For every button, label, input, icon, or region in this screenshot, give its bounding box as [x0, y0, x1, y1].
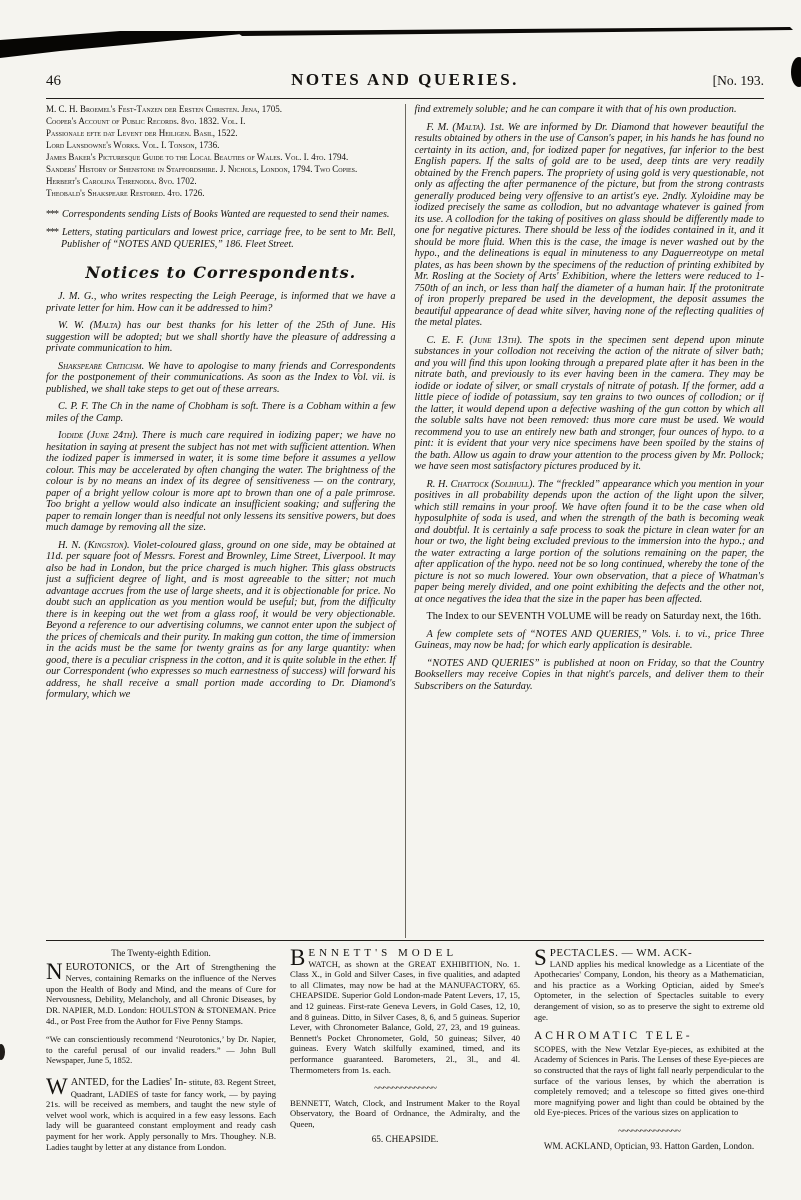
notice-item	[46, 361, 396, 396]
page-content	[46, 70, 764, 1161]
notice-text: who writes respecting the Leigh Peerage, is informed that we have a private letter for him. How can it be addressed to him?	[46, 291, 396, 314]
correspondent-name: F. M. (Malta).	[426, 121, 487, 133]
dropcap-initial: W	[46, 1073, 68, 1099]
notice-text: find extremely soluble; and he can compare it with that of his own production.	[414, 104, 737, 115]
squiggle-divider: ~~~~~~~~~~~~~~	[618, 1126, 680, 1137]
ad-headline: ACHROMATIC TELE-	[534, 1030, 693, 1043]
left-column	[46, 104, 405, 938]
neurotonics-ad	[46, 958, 276, 1027]
ad-column-1	[46, 948, 276, 1161]
page-number: 46	[46, 73, 61, 89]
correspondents-note	[46, 209, 396, 220]
notice-item	[46, 430, 396, 534]
notice-item	[415, 122, 765, 329]
ad-body-text: WATCH, as shown at the GREAT EXHIBITION, No. 1. Class X., in Gold and Silver Cases, in five qualities, and adapted to all Climates, may now be had at the MANUFACTORY, 65. CHEAPSIDE. Superior Gold London-made Patent Levers, 17, 15, and 12 guineas. First-rate Geneva Levers, in Gold Cases, 12, 10, and 8 guineas. Ditto, in Silver Cases, 8, 6, and 5 guineas. Superior Lever, with Chronometer Balance, Gold, 27, 23, and 19 guineas. Bennett's Pocket Chronometer, Gold, 50 guineas; Silver, 40 guineas. Every Watch skilfully examined, timed, and its performance guaranteed. Barometers, 2l., 3l., and 4l. Thermometers from 1s. each.	[290, 958, 520, 1075]
masthead	[46, 70, 764, 90]
ad-headline: ENNETT'S MODEL	[308, 947, 458, 959]
correspondent-name: J. M. G.,	[58, 291, 97, 303]
notice-item	[415, 479, 765, 606]
neurotonics-testimonial: “We can conscientiously recommend ‘Neurotonics,’ by Dr. Napier, to the careful perusal of our invalid readers.” — John Bull Newspaper, June 5, 1852.	[46, 1035, 276, 1066]
journal-title: NOTES AND QUERIES.	[291, 70, 519, 89]
ad-headline: PECTACLES. — WM. ACK-	[549, 947, 693, 959]
ad-body-text: Strengthening the Nerves, containing Remarks on the influence of the Nerves upon the Health of Body and Mind, and the means of Cure for Nervousness, Debility, Melancholy, and all Chronic Diseases, by DR. NAPIER, M.D. London: HOULSTON & STONEMAN. Price 4d., or Post Free from the Author for Five Penny Stamps.	[46, 961, 276, 1026]
edition-heading: The Twenty-eighth Edition.	[111, 948, 211, 958]
correspondent-name: W. W. (Malta)	[58, 320, 121, 332]
notice-text: We have to apologise to many friends and Correspondents for the postponement of their communications. As soon as the Index to Vol. vii. is published, we shall take steps to get out of these arrears.	[46, 360, 396, 395]
notice-item	[46, 540, 396, 701]
correspondent-name: C. E. F. (June 13th).	[426, 334, 523, 346]
bennett-footer: BENNETT, Watch, Clock, and Instrument Maker to the Royal Observatory, the Board of Ordnance, the Admiralty, and the Queen,	[290, 1097, 520, 1129]
announcement-index: The Index to our SEVENTH VOLUME will be ready on Saturday next, the 16th.	[426, 611, 762, 622]
bennett-address: 65. CHEAPSIDE.	[371, 1133, 439, 1144]
book-entry: Herbert's Carolina Threnodia. 8vo. 1702.	[46, 176, 197, 186]
book-entry: Passionale efte dat Levent der Heiligen. Basil, 1522.	[46, 128, 238, 138]
correspondent-name: R. H. Chattock (Solihull).	[426, 478, 536, 490]
ad-lead-line: ANTED, for the Ladies' In-	[70, 1076, 187, 1088]
book-entry: M. C. H. Broemel's Fest-Tanzen der Ersten Christen. Jena, 1705.	[46, 104, 283, 114]
dropcap-initial: B	[290, 945, 306, 970]
notice-text: There is much care required in iodizing paper; we have no hesitation in saying at present the subject has not met with sufficient attention. When the iodized paper is immersed in water, it is some time before it assumes a yellow colour. This may be accelerated by often changing the water. The brightness of the colour is by no means an index of its degree of sensitiveness — on the contrary, paper of a bright yellow colour is more apt to brown than one of a pale primrose. Too bright a yellow would also indicate an insufficient soaking; and suffering the paper to remain longer than is needful not only lessens its sensitive powers, but does much damage by removing all the size.	[46, 430, 396, 534]
masthead-rule	[46, 98, 764, 99]
bennett-watch-ad	[290, 945, 520, 1075]
notice-item	[415, 335, 765, 473]
ads-section-rule	[46, 940, 764, 941]
notices-heading: Notices to Correspondents.	[85, 263, 357, 283]
book-entry: Sanders' History of Shenstone in Staffordshire. J. Nichols, London, 1794. Two Copies.	[46, 164, 358, 174]
books-wanted-list	[46, 104, 396, 199]
spectacles-ad	[534, 945, 764, 1022]
squiggle-divider: ~~~~~~~~~~~~~~	[374, 1084, 436, 1095]
main-columns	[46, 104, 764, 938]
telescopes-ad	[534, 1031, 764, 1118]
dropcap-initial: N	[46, 958, 63, 984]
wanted-ad	[46, 1073, 276, 1152]
correspondent-name: C. P. F.	[58, 401, 89, 413]
correspondents-note	[46, 227, 396, 250]
notice-text: The Ch in the name of Chobham is soft. There is a Cobham within a few miles of the Camp.	[46, 401, 396, 424]
notice-text: 1st. We are informed by Dr. Diamond that however beautiful the results obtained by others in the use of Canson's paper, in his hands he has found no certainty in its action, and, for iodized paper for negatives, far inferior to the best English papers. If the salts of gold are to be used, deep tints are very readily obtained by the French papers. The propriety of using gold is very questionable, not only as affecting the after permanence of the picture, but from the strong contrasts generally produced being very offensive to an artist's eye. 2ndly. Xyloidine may be iodized precisely the same as collodion, but no advantage whatever is gained from its use. A collodion for the taking of positives on glass should be differently made to one for negative pictures. There should be less of the iodides contained in it, and it should be more fluid. When this is the case, the image is never washed out by the hypo., and the delineations is equal in minuteness to any Daguerreotype on metal plates, as has been shown by the specimens of the reduction of printing exhibited by Mr. Rosling at the Society of Arts' Exhibition, where the letters were reduced to 1-750th of an inch, or less than half the diameter of a human hair. If the protonitrate of iron properly prepared be used in the development, the deposit assumes the beautiful appearance of dead white silver, having none of the reflecting qualities of the metal plates.	[414, 121, 764, 328]
notice-item-continuation	[415, 104, 765, 116]
notice-text: The spots in the specimen sent depend upon minute substances in your collodion not receiving the action of the nitrate of silver bath; and you will find this upon looking through a prepared plate after it has been in the nitrate bath, and previously to its ever having been in the camera. They may be iodide or iodate of silver, or small crystals of nitrate of potash. If the former, add a little piece of iodide of potassium, say ten grains to two ounces of collodion; or if the latter, it would depend upon a defective washing of the gun cotton by which all the soluble salts have not been removed: thus more care must be used. We would recommend you to use an entirely new bath and stronger, four ounces of hypo. to a pint: it is evident that your very nice specimens have been spoiled by the stains of the bath. Allow us again to draw your attention to the process given by Mr. Pollock; we have seen most satisfactory pictures produced by it.	[414, 334, 764, 472]
notice-text: The “freckled” appearance which you mention in your positives in all probability depends upon the action of the light upon the silver, which still remains in your proof. We have often found it to be the case when old hyposulphite of soda is used, and when the strength of the bath is becoming weak and doubtful. It is certainly a safe process to soak the picture in clean water for an hour or two, the light being excluded previous to the immersion into the hypo.; and the water extracting a large portion of the solutions remaining on the paper, the after application of the hypo. need not be so long continued, whereby the tone of the picture is not so much lowered. Your own observation, that a piece of Whatman's paper being merely divided, and one point exhibiting the defects and the other not, at once negatives the idea that the size in the paper has been affected.	[414, 478, 764, 605]
ad-column-2	[290, 945, 520, 1161]
book-entry: Lord Lansdowne's Works. Vol. I. Tonson, 1736.	[46, 140, 220, 150]
notice-item	[46, 320, 396, 355]
notice-item	[46, 291, 396, 314]
note-text: Correspondents sending Lists of Books Wanted are requested to send their names.	[62, 209, 390, 220]
book-entry: James Baker's Picturesque Guide to the Local Beauties of Wales. Vol. I. 4to. 1794.	[46, 152, 349, 162]
notice-item	[46, 401, 396, 424]
advertisements-section	[46, 945, 764, 1161]
notice-text: Violet-coloured glass, ground on one side, may be obtained at 11d. per square foot of Messrs. Forest and Brownley, Lime Street, Liverpool. It may also be had in London, but the price charged is much higher. This glass obstructs just a sufficient degree of light, and is most agreeable to the sitter; not much advantage accrues from the use of large sheets, and it is objectionable for price. No doubt such an application as you mention would be useful; but, from the difficulty there is in keeping out the wet from a glass roof, it would be very objectionable. Beyond a reference to our advertising columns, we cannot enter upon the subject of the prices of chemicals and their purity. In making gun cotton, the time of immersion in the acids must be the same for twenty grains as for any large quantity: when good, there is a peculiar crispness in the cotton, and it is quite soluble in the ether. If our Correspondent (who expresses so much earnestness of success) will forward his address, he shall receive a small portion made according to Dr. Diamond's formulary, which we	[46, 539, 396, 701]
ad-body-text: LAND applies his medical knowledge as a Licentiate of the Apothecaries' Company, London, his theory as a Mathematician, and his practice as a Working Optician, aided by Smee's Optometer, in the selection of Spectacles suitable to every derangement of vision, so as to preserve the sight to extreme old age.	[534, 958, 764, 1022]
correspondent-name: Iodide (June 24th).	[58, 430, 139, 442]
book-entry: Theobald's Shakspeare Restored. 4to. 1726.	[46, 188, 205, 198]
dropcap-initial: S	[534, 945, 547, 970]
right-column	[406, 104, 765, 938]
announcement-publication: “NOTES AND QUERIES” is published at noon on Friday, so that the Country Booksellers may receive Copies in that night's parcels, and deliver them to their Subscribers on the Saturday.	[414, 657, 764, 692]
issue-number: [No. 193.	[712, 73, 764, 88]
ad-column-3	[534, 945, 764, 1161]
asterism-icon: ***	[46, 209, 58, 220]
book-entry: Cooper's Account of Public Records. 8vo. 1832. Vol. I.	[46, 116, 246, 126]
notice-text: has our best thanks for his letter of the 25th of June. His suggestion will be adopted; but we shall shortly have the pleasure of addressing a private communication to him.	[46, 320, 396, 355]
asterism-icon: ***	[46, 227, 58, 239]
ad-body-text: SCOPES, with the New Vetzlar Eye-pieces, as exhibited at the Academy of Sciences in Paris. The Lenses of these Eye-pieces are so constructed that the rays of light fall nearly perpendicular to the surface of the various lenses, by which the aberration is completely removed; and a telescope so fitted gives one-third more magnifying power and light than could be obtained by the old Eye-pieces. Prices of the various sizes on application to	[534, 1043, 764, 1118]
correspondent-name: H. N. (Kingston).	[58, 539, 130, 551]
ad-lead-line: EUROTONICS, or the Art of	[65, 961, 205, 973]
note-text: Letters, stating particulars and lowest price, carriage free, to be sent to Mr. Bell, Publisher of “NOTES AND QUERIES,” 186. Fleet Street.	[61, 227, 396, 250]
ad-body-text: stitute, 83. Regent Street, Quadrant, LADIES of taste for fancy work, — by paying 21s. will be received as members, and taught the new style of velvet wool work, which is acquired in a few easy lessons. Each lady will be guaranteed constant employment and ready cash payment for her work. Apply personally to Mrs. Thoughey. N.B. Ladies taught by letter at any distance from London.	[46, 1076, 276, 1152]
ackland-footer: WM. ACKLAND, Optician, 93. Hatton Garden, London.	[543, 1140, 755, 1151]
correspondent-name: Shakspeare Criticism.	[58, 360, 145, 372]
announcement-sets: A few complete sets of “NOTES AND QUERIES,” Vols. i. to vi., price Three Guineas, may now be had; for which early application is desirable.	[414, 628, 764, 651]
